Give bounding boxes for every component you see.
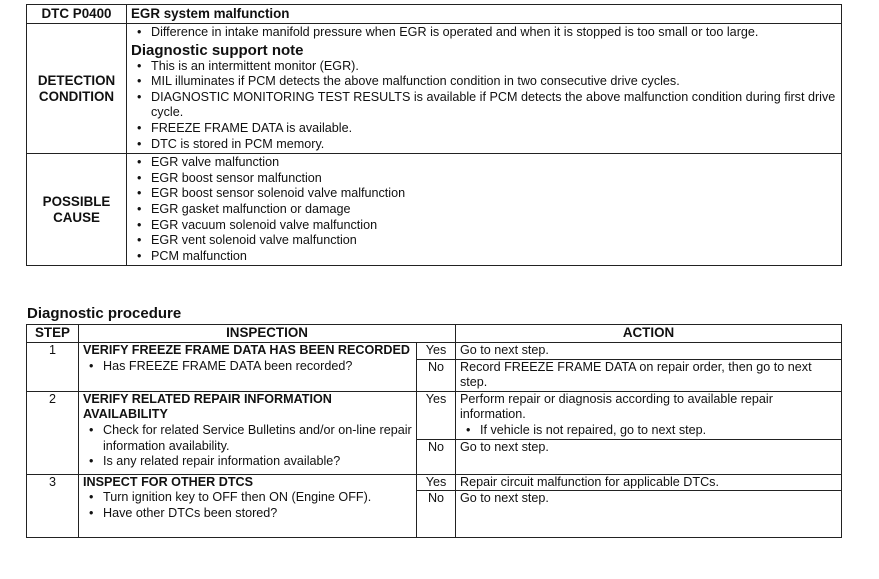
possible-cause-content [127, 154, 842, 266]
list-item: • DTC is stored in PCM memory. [151, 137, 837, 153]
no-label: No [417, 439, 456, 474]
detection-condition-content [127, 24, 842, 154]
table-row [27, 474, 842, 491]
list-item: • PCM malfunction [151, 249, 837, 265]
table-row [27, 391, 842, 439]
list-item: • DIAGNOSTIC MONITORING TEST RESULTS is available if PCM detects the above malfunction condition during first drive cycle. [151, 90, 837, 121]
inspection-cell [79, 343, 417, 392]
yes-label: Yes [417, 343, 456, 360]
inspection-list [83, 423, 412, 470]
list-item: • EGR boost sensor solenoid valve malfunction [151, 186, 837, 202]
list-item: • This is an intermittent monitor (EGR). [151, 59, 837, 75]
inspection-heading: VERIFY RELATED REPAIR INFORMATION AVAILABILITY [83, 391, 332, 422]
inspection-heading: INSPECT FOR OTHER DTCS [83, 474, 254, 489]
procedure-title: Diagnostic procedure [27, 305, 182, 322]
step-number: 3 [27, 474, 79, 538]
list-item: • Has FREEZE FRAME DATA been recorded? [103, 359, 412, 375]
inspection-cell [79, 474, 417, 538]
yes-label: Yes [417, 391, 456, 439]
list-item: • EGR vent solenoid valve malfunction [151, 233, 837, 249]
dtc-title: EGR system malfunction [127, 5, 842, 24]
list-item: • MIL illuminates if PCM detects the above malfunction condition in two consecutive drive cycles. [151, 74, 837, 90]
no-label: No [417, 491, 456, 538]
action-list [460, 423, 837, 439]
yes-label: Yes [417, 474, 456, 491]
list-item: • EGR boost sensor malfunction [151, 171, 837, 187]
list-item: • If vehicle is not repaired, go to next step. [480, 423, 837, 439]
yes-action-cell [456, 391, 842, 439]
no-action: Record FREEZE FRAME DATA on repair order, then go to next step. [456, 359, 842, 391]
inspection-cell [79, 391, 417, 474]
inspection-list [83, 490, 412, 521]
no-label: No [417, 359, 456, 391]
yes-action: Perform repair or diagnosis according to available repair information. [460, 391, 773, 422]
yes-action: Repair circuit malfunction for applicable DTCs. [456, 474, 842, 491]
detection-list [131, 25, 837, 41]
possible-cause-row [27, 154, 842, 266]
diagnostic-support-note-heading: Diagnostic support note [131, 41, 304, 59]
list-item: • Difference in intake manifold pressure when EGR is operated and when it is stopped is too small or too large. [151, 25, 837, 41]
dtc-table [26, 4, 842, 266]
inspection-heading: VERIFY FREEZE FRAME DATA HAS BEEN RECORDED [83, 343, 410, 357]
label-line: POSSIBLE [42, 193, 111, 209]
step-number: 1 [27, 343, 79, 392]
label-line: CONDITION [38, 88, 115, 104]
inspection-list [83, 359, 412, 375]
list-item: • Turn ignition key to OFF then ON (Engine OFF). [103, 490, 412, 506]
list-item: • EGR valve malfunction [151, 155, 837, 171]
action-header: ACTION [456, 325, 842, 343]
yes-action: Go to next step. [456, 343, 842, 360]
step-header: STEP [27, 325, 79, 343]
detection-condition-label [27, 24, 127, 154]
list-item: • Have other DTCs been stored? [103, 506, 412, 522]
table-row [27, 343, 842, 360]
list-item: • FREEZE FRAME DATA is available. [151, 121, 837, 137]
procedure-header-row [27, 325, 842, 343]
no-action: Go to next step. [456, 491, 842, 538]
label-line: DETECTION [37, 72, 116, 88]
detection-condition-row [27, 24, 842, 154]
possible-cause-label [27, 154, 127, 266]
possible-cause-list [131, 155, 837, 264]
support-note-list [131, 59, 837, 153]
label-line: CAUSE [53, 209, 100, 225]
no-action: Go to next step. [456, 439, 842, 474]
step-number: 2 [27, 391, 79, 474]
dtc-header-row [27, 5, 842, 24]
list-item: • Check for related Service Bulletins and/or on-line repair information availability. [103, 423, 412, 454]
list-item: • Is any related repair information available? [103, 454, 412, 470]
list-item: • EGR gasket malfunction or damage [151, 202, 837, 218]
list-item: • EGR vacuum solenoid valve malfunction [151, 218, 837, 234]
procedure-table [26, 324, 842, 538]
dtc-code: DTC P0400 [27, 5, 127, 24]
inspection-header: INSPECTION [79, 325, 456, 343]
